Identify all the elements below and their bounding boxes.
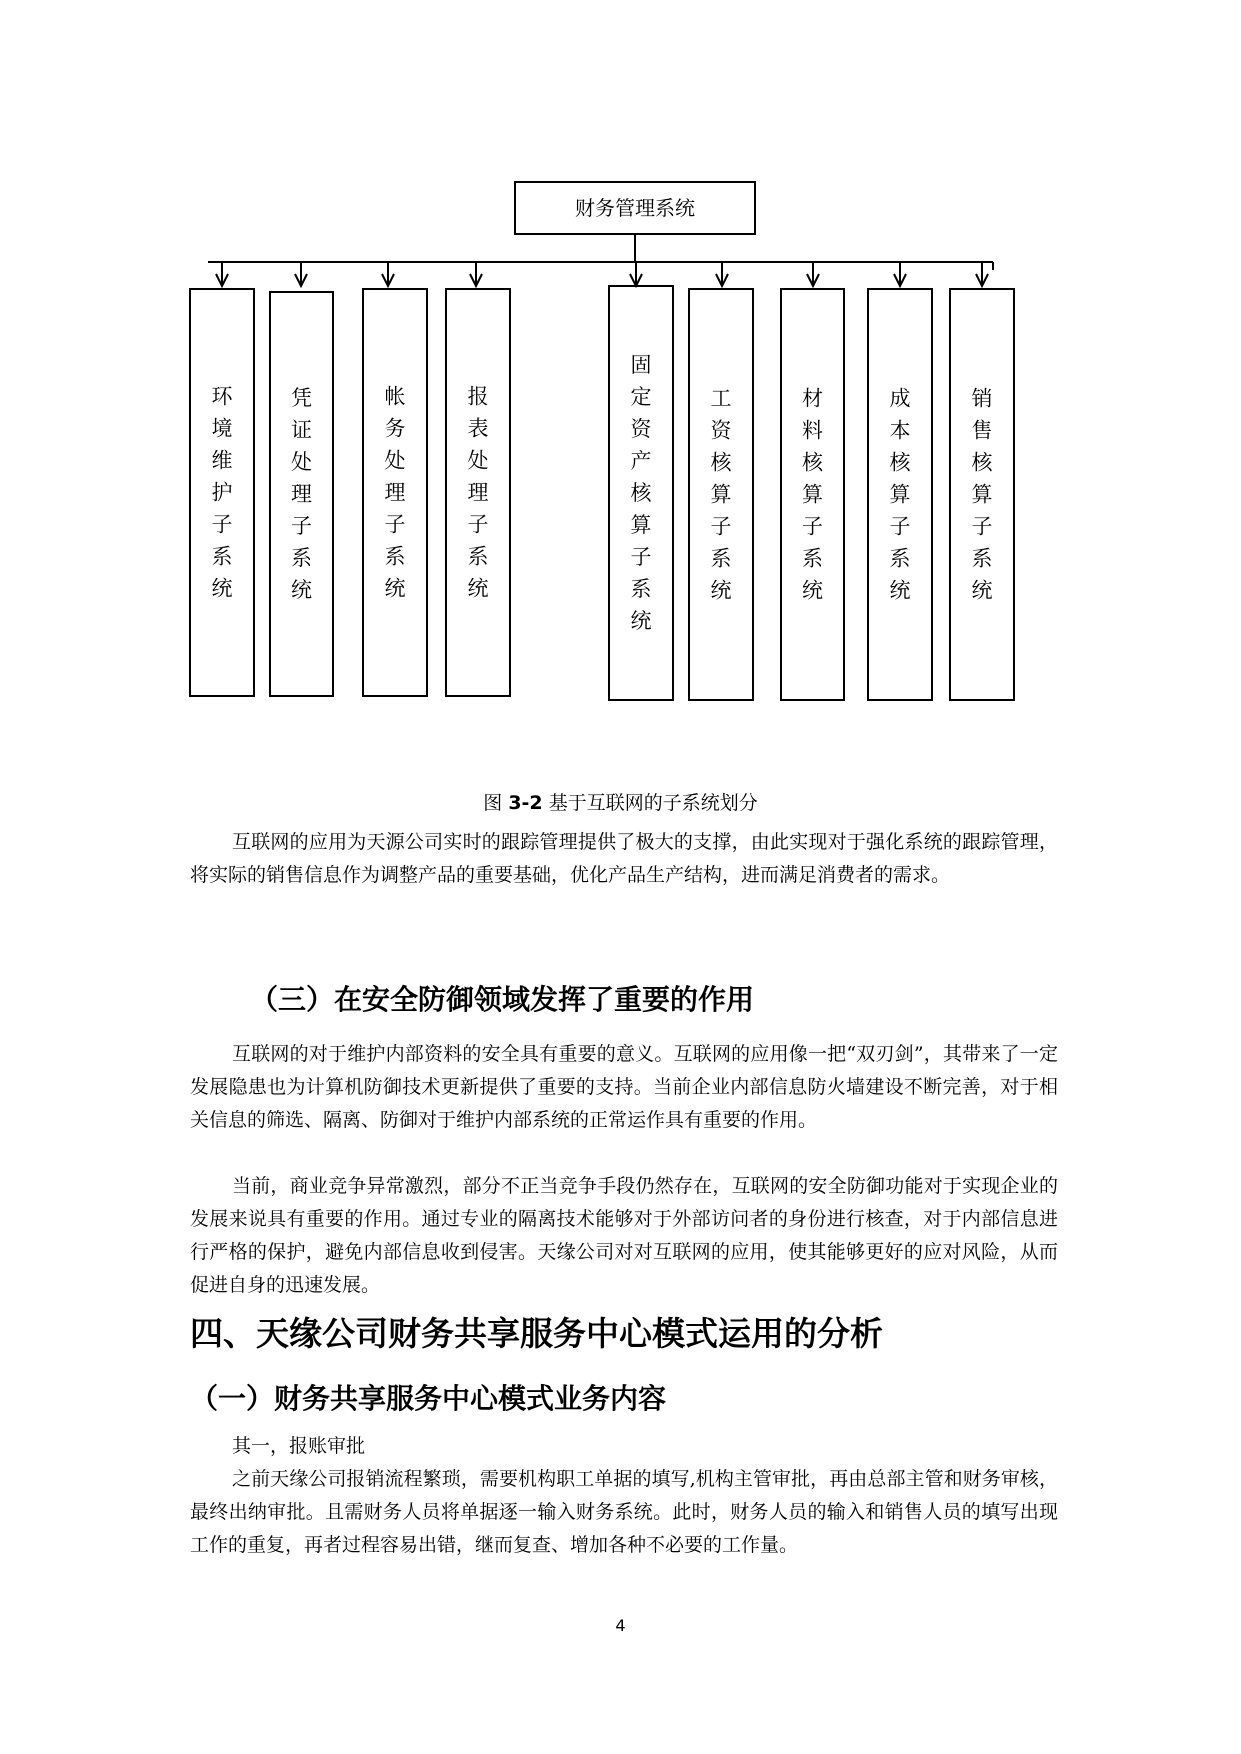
subsystem-label-char: 子 [211,512,233,537]
subsystem-label-char: 证 [291,418,312,442]
subsystem-label-char: 核 [710,450,732,475]
subsystem-label-char: 子 [291,514,312,538]
subsystem-label-char: 子 [384,512,406,537]
subsystem-label-char: 维 [211,448,233,473]
subsystem-label-char: 统 [467,576,489,601]
subsystem-label-char: 算 [802,482,823,507]
subsystem-label-char: 统 [889,578,911,603]
subsystem-label-char: 统 [630,609,652,633]
subsystem-label-char: 系 [802,546,823,571]
subsystem-label-char: 核 [889,450,911,475]
subsystem-label-char: 统 [384,576,406,601]
paragraph-2: 互联网的对于维护内部资料的安全具有重要的意义。互联网的应用像一把“双刃剑”，其带来了一定发展隐患也为计算机防御技术更新提供了重要的支持。当前企业内部信息防火墙建设不断完善，对于相关信息的筛选、隔离、防御对于维护内部系统的正常运作具有重要的作用。 [190,1043,1058,1131]
subsystem-label-char: 系 [630,577,652,601]
section-heading-3: （三）在安全防御领域发挥了重要的作用 [250,983,755,1016]
subsystem-diagram [0,0,1241,760]
subsystem-label-char: 凭 [291,386,312,410]
subsystem-label-char: 帐 [384,384,406,409]
subsystem-label-char: 本 [889,418,911,443]
subsystem-label-char: 子 [971,514,993,539]
subsystem-label-char: 定 [630,385,652,409]
subsystem-label-char: 务 [384,416,406,441]
subsystem-label-char: 子 [467,512,489,537]
subsystem-label-char: 报 [467,384,489,409]
caption-number: 3-2 [508,792,543,814]
subsystem-label-char: 环 [211,384,233,409]
subsystem-label-char: 系 [211,544,233,569]
subsystem-label-char: 系 [971,546,993,571]
subsystem-label-char: 料 [802,418,823,443]
subsystem-label-char: 系 [384,544,406,569]
root-label: 财务管理系统 [575,196,695,220]
paragraph-3: 当前，商业竞争异常激烈，部分不正当竞争手段仍然存在，互联网的安全防御功能对于实现企业的发展来说具有重要的作用。通过专业的隔离技术能够对于外部访问者的身份进行核查，对于内部信息进行严格的保护，避免内部信息收到侵害。天缘公司对对互联网的应用，使其能够更好的应对风险，从而促进自身的迅速发展。 [190,1175,1058,1296]
subsystem-label-char: 成 [889,386,911,411]
caption-prefix: 图 [483,792,509,814]
subsystem-label-char: 算 [630,513,652,537]
subsystem-label-char: 表 [467,416,489,441]
page-number: 4 [615,1616,626,1635]
subsystem-label-char: 资 [630,417,652,441]
subsystem-label-char: 系 [710,546,732,571]
subsystem-label-char: 子 [802,514,823,539]
subsystem-label-char: 统 [291,578,312,602]
subsection-heading: （一）财务共享服务中心模式业务内容 [190,1382,667,1415]
subsystem-label-char: 材 [802,386,823,411]
subsystem-label-char: 境 [211,416,233,441]
subsystem-label-char: 护 [211,480,233,505]
subsystem-label-char: 子 [889,514,911,539]
subsystem-label-char: 核 [971,450,993,475]
subsystem-label-char: 理 [467,480,489,505]
chapter-heading: 四、天缘公司财务共享服务中心模式运用的分析 [190,1314,883,1353]
paragraph-1: 互联网的应用为天源公司实时的跟踪管理提供了极大的支撑，由此实现对于强化系统的跟踪管理，将实际的销售信息作为调整产品的重要基础，优化产品生产结构，进而满足消费者的需求。 [190,831,1058,886]
caption-text: 基于互联网的子系统划分 [542,792,758,814]
subsystem-label-char: 资 [710,418,732,443]
subsystem-label-char: 统 [710,578,732,603]
subsystem-label-char: 核 [802,450,823,475]
subsystem-label-char: 处 [384,448,406,473]
subsystem-label-char: 算 [710,482,732,507]
subsystem-label-char: 统 [211,576,233,601]
subsystem-label-char: 处 [467,448,489,473]
subsystem-label-char: 工 [710,386,732,411]
subsystem-label-char: 算 [971,482,993,507]
subsystem-label-char: 统 [971,578,993,603]
subsystem-label-char: 产 [630,449,652,473]
paragraph-5: 之前天缘公司报销流程繁琐，需要机构职工单据的填写,机构主管审批，再由总部主管和财务审核，最终出纳审批。且需财务人员将单据逐一输入财务系统。此时，财务人员的输入和销售人员的填写出现工作的重复，再者过程容易出错，继而复查、增加各种不必要的工作量。 [190,1468,1058,1556]
subsystem-label-char: 系 [467,544,489,569]
subsystem-label-char: 系 [291,546,312,570]
subsystem-label-char: 算 [889,482,911,507]
figure-caption [0,788,1241,815]
subsystem-label-char: 售 [971,418,993,443]
subsystem-label-char: 理 [384,480,406,505]
paragraph-4: 其一，报账审批 [232,1435,366,1457]
subsystem-label-char: 固 [630,353,652,377]
subsystem-label-char: 子 [710,514,732,539]
subsystem-label-char: 系 [889,546,911,571]
subsystem-label-char: 销 [971,386,993,411]
subsystem-label-char: 理 [291,482,312,506]
subsystem-label-char: 统 [802,578,823,603]
subsystem-label-char: 核 [630,481,652,505]
subsystem-label-char: 处 [291,450,312,474]
subsystem-label-char: 子 [630,545,652,569]
